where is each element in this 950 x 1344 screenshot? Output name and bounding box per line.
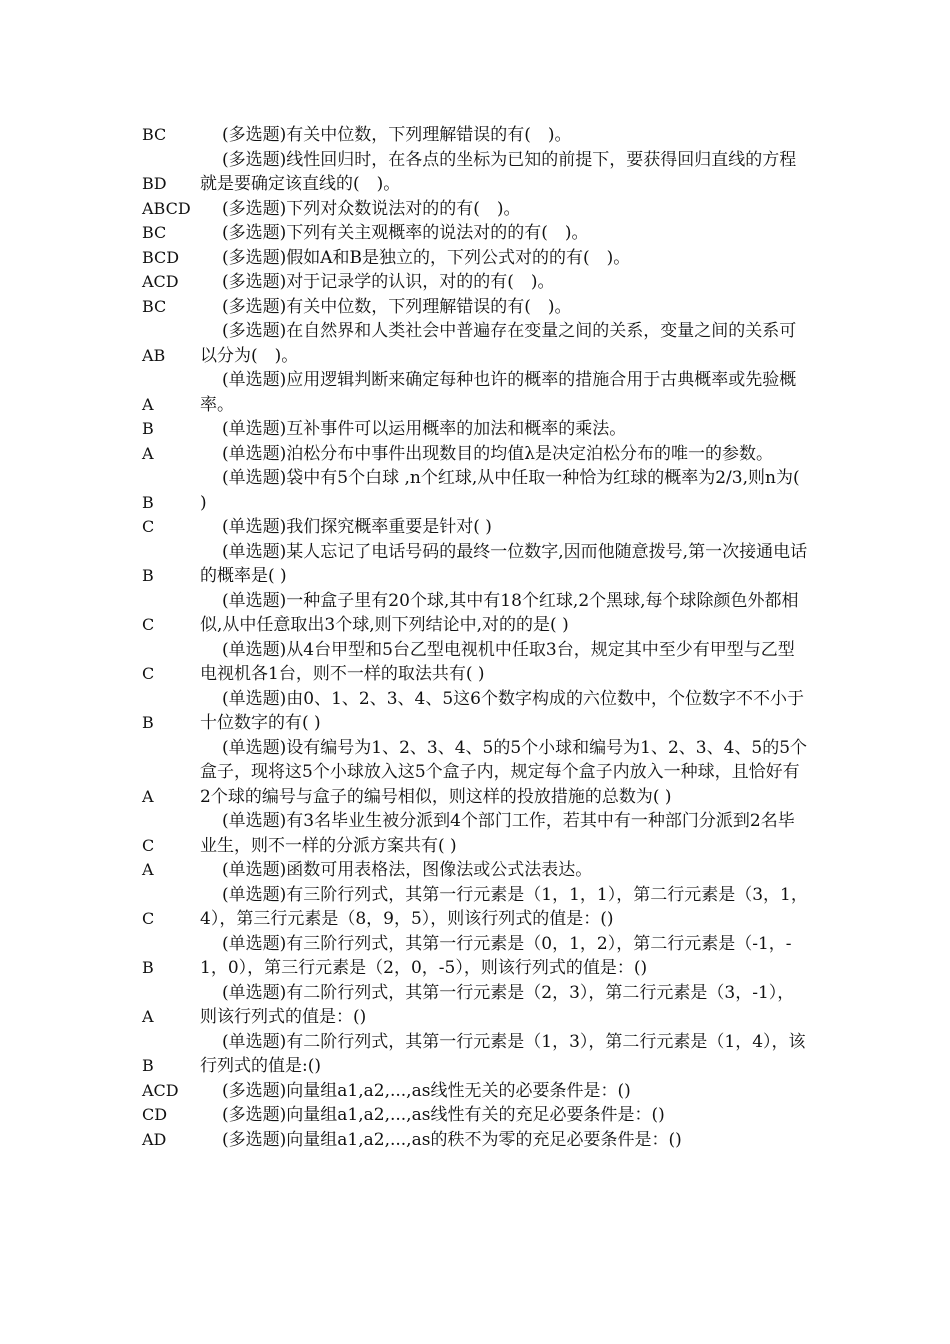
question-text: (单选题)有三阶行列式，其第一行元素是（0，1，2），第二行元素是（-1，-1，0），第三行元素是（2，0，-5），则该行列式的值是：() bbox=[200, 933, 792, 978]
answer-key: B bbox=[142, 566, 154, 585]
answer-key: C bbox=[142, 517, 155, 536]
answer-key: AB bbox=[142, 345, 166, 365]
list-item bbox=[0, 687, 950, 736]
question-text: (单选题)有3名毕业生被分派到4个部门工作，若其中有一种部门分派到2名毕业生，则不一样的分派方案共有( ) bbox=[200, 811, 795, 856]
answer-key: ACD bbox=[142, 1080, 179, 1100]
list-item bbox=[0, 197, 950, 222]
question-text: (单选题)泊松分布中事件出现数目的均值λ是决定泊松分布的唯一的参数。 bbox=[222, 443, 774, 464]
list-item bbox=[0, 221, 950, 246]
list-item bbox=[0, 736, 950, 810]
list-item bbox=[0, 1103, 950, 1128]
answer-key: C bbox=[142, 664, 155, 683]
list-item bbox=[0, 1079, 950, 1104]
answer-key: A bbox=[142, 394, 154, 414]
question-text: (单选题)函数可用表格法，图像法或公式法表达。 bbox=[222, 860, 593, 880]
list-item bbox=[0, 319, 950, 368]
list-item bbox=[0, 148, 950, 197]
answer-key: BD bbox=[142, 174, 167, 193]
question-list bbox=[0, 123, 950, 1152]
list-item bbox=[0, 123, 950, 148]
answer-key: A bbox=[142, 860, 154, 879]
list-item bbox=[0, 1128, 950, 1153]
list-item bbox=[0, 858, 950, 883]
answer-key: A bbox=[142, 786, 154, 806]
list-item bbox=[0, 809, 950, 858]
question-text: (单选题)有二阶行列式，其第一行元素是（2，3），第二行元素是（3，-1），则该行列式的值是：() bbox=[200, 982, 795, 1027]
question-text: (单选题)袋中有5个白球 ,n个红球,从中任取一种恰为红球的概率为2/3,则n为( ) bbox=[200, 468, 800, 513]
list-item bbox=[0, 1030, 950, 1079]
answer-key: BCD bbox=[142, 247, 180, 267]
list-item bbox=[0, 295, 950, 320]
question-text: (多选题)向量组a1,a2,...,as线性有关的充足必要条件是：() bbox=[222, 1105, 665, 1125]
answer-key: B bbox=[142, 419, 154, 438]
answer-key: AD bbox=[142, 1129, 167, 1149]
question-text: (单选题)从4台甲型和5台乙型电视机中任取3台，规定其中至少有甲型与乙型电视机各1台，则不一样的取法共有( ) bbox=[200, 639, 795, 684]
list-item bbox=[0, 417, 950, 442]
list-item bbox=[0, 515, 950, 540]
list-item bbox=[0, 638, 950, 687]
question-text: (多选题)在自然界和人类社会中普遍存在变量之间的关系，变量之间的关系可以分为( )。 bbox=[200, 321, 797, 366]
answer-key: B bbox=[142, 1056, 154, 1075]
question-text: (单选题)由0、1、2、3、4、5这6个数字构成的六位数中，个位数字不不小于十位数字的有( ) bbox=[200, 688, 804, 733]
list-item bbox=[0, 368, 950, 417]
answer-key: A bbox=[142, 1007, 154, 1026]
list-item bbox=[0, 932, 950, 981]
question-text: (单选题)一种盒子里有20个球,其中有18个红球,2个黑球,每个球除颜色外都相似,从中任意取出3个球,则下列结论中,对的的是( ) bbox=[200, 590, 799, 635]
list-item bbox=[0, 270, 950, 295]
question-text: (多选题)有关中位数，下列理解错误的有( )。 bbox=[222, 296, 572, 317]
question-text: (单选题)有二阶行列式，其第一行元素是（1，3），第二行元素是（1，4），该行列式的值是:() bbox=[200, 1031, 806, 1076]
list-item bbox=[0, 540, 950, 589]
question-text: (多选题)下列对众数说法对的的有( )。 bbox=[222, 198, 521, 219]
answer-key: C bbox=[142, 909, 155, 928]
answer-key: B bbox=[142, 713, 154, 732]
answer-key: ACD bbox=[142, 272, 179, 291]
list-item bbox=[0, 981, 950, 1030]
list-item bbox=[0, 246, 950, 271]
answer-key: B bbox=[142, 492, 154, 512]
answer-key: BC bbox=[142, 125, 167, 144]
answer-key: CD bbox=[142, 1105, 168, 1124]
list-item bbox=[0, 466, 950, 515]
question-text: (单选题)应用逻辑判断来确定每种也许的概率的措施合用于古典概率或先验概率。 bbox=[200, 370, 797, 415]
answer-key: ABCD bbox=[142, 198, 191, 218]
question-text: (单选题)有三阶行列式，其第一行元素是（1，1，1），第二行元素是（3，1，4），第三行元素是（8，9，5），则该行列式的值是：() bbox=[200, 884, 808, 929]
list-item bbox=[0, 883, 950, 932]
list-item bbox=[0, 589, 950, 638]
question-text: (多选题)对于记录学的认识，对的的有( )。 bbox=[222, 272, 555, 292]
answer-key: B bbox=[142, 958, 154, 977]
question-text: (单选题)我们探究概率重要是针对( ) bbox=[222, 517, 492, 537]
question-text: (单选题)互补事件可以运用概率的加法和概率的乘法。 bbox=[222, 419, 627, 439]
answer-key: BC bbox=[142, 296, 167, 316]
question-text: (多选题)假如A和B是独立的，下列公式对的的有( )。 bbox=[222, 247, 631, 268]
question-text: (多选题)有关中位数，下列理解错误的有( )。 bbox=[222, 125, 572, 145]
question-text: (单选题)某人忘记了电话号码的最终一位数字,因而他随意拨号,第一次接通电话的概率是( ) bbox=[200, 541, 808, 586]
answer-key: A bbox=[142, 443, 154, 463]
question-text: (多选题)向量组a1,a2,...,as线性无关的必要条件是：() bbox=[222, 1080, 631, 1101]
question-text: (单选题)设有编号为1、2、3、4、5的5个小球和编号为1、2、3、4、5的5个盒子，现将这5个小球放入这5个盒子内，规定每个盒子内放入一种球，且恰好有2个球的编号与盒子的编号相似，则这样的投放措施的总数为( ) bbox=[200, 737, 808, 807]
answer-key: C bbox=[142, 615, 155, 634]
question-text: (多选题)线性回归时，在各点的坐标为已知的前提下，要获得回归直线的方程就是要确定该直线的( )。 bbox=[200, 149, 797, 194]
answer-key: BC bbox=[142, 223, 167, 242]
question-text: (多选题)向量组a1,a2,...,as的秩不为零的充足必要条件是：() bbox=[222, 1129, 682, 1150]
question-text: (多选题)下列有关主观概率的说法对的的有( )。 bbox=[222, 223, 589, 243]
list-item bbox=[0, 442, 950, 467]
answer-key: C bbox=[142, 835, 155, 855]
